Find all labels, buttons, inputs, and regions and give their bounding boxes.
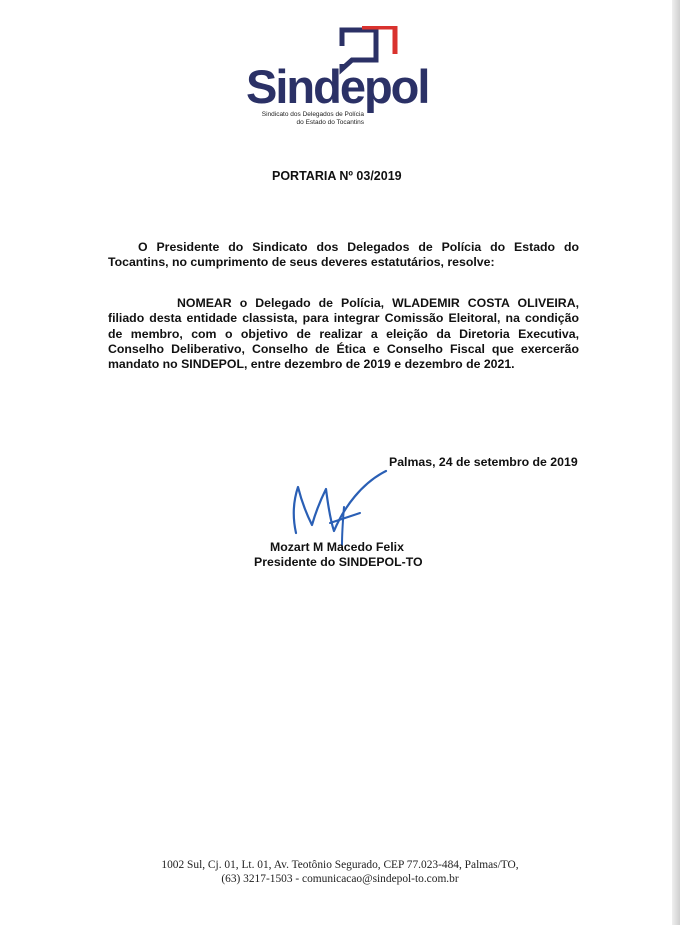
document-title: PORTARIA Nº 03/2019 [272,169,402,183]
page-edge-shadow [672,0,680,925]
logo-subtitle-line1: Sindicato dos Delegados de Polícia [261,111,364,118]
logo-wordmark: Sindepol [246,60,429,113]
appointment-paragraph: NOMEAR o Delegado de Polícia, WLADEMIR COSTA OLIVEIRA, filiado desta entidade classista, para integrar Comissão Eleitoral, na condição de membro, com o objetivo de realizar a eleição da Diretoria Executiva, Conselho Deliberativo, Conselho de Ética e Conselho Fiscal que exercerão mandato no SINDEPOL, entre dezembro de 2019 e dezembro de 2021. [108,296,579,372]
logo-subtitle-line2: do Estado do Tocantins [296,119,364,126]
place-date: Palmas, 24 de setembro de 2019 [389,455,578,469]
handwritten-signature [282,463,394,551]
signatory-name: Mozart M Macedo Felix [270,540,404,554]
sindepol-logo [244,26,444,130]
footer-address: 1002 Sul, Cj. 01, Lt. 01, Av. Teotônio Segurado, CEP 77.023-484, Palmas/TO, [161,859,519,871]
preamble-paragraph: O Presidente do Sindicato dos Delegados de Polícia do Estado do Tocantins, no cumprimento de seus deveres estatutários, resolve: [108,240,579,270]
footer-contact: (63) 3217-1503 - comunicacao@sindepol-to.com.br [221,873,459,885]
signatory-role: Presidente do SINDEPOL-TO [254,555,423,569]
